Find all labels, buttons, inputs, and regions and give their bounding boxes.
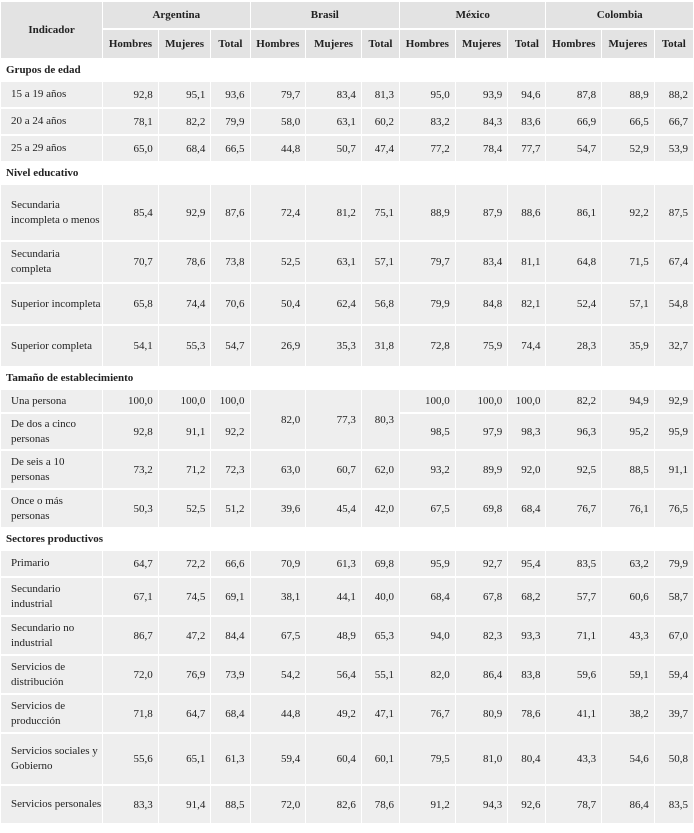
table-cell: 60,1 bbox=[362, 734, 399, 784]
table-cell: 100,0 bbox=[456, 390, 508, 412]
table-cell: 69,8 bbox=[456, 490, 508, 527]
table-cell: 79,7 bbox=[251, 82, 306, 107]
country-header-colombia: Colombia bbox=[546, 2, 693, 28]
table-cell: 98,5 bbox=[400, 414, 455, 449]
table-cell: 43,3 bbox=[602, 617, 654, 654]
table-cell: 60,6 bbox=[602, 578, 654, 615]
table-cell: 41,1 bbox=[546, 695, 601, 732]
table-cell: 83,4 bbox=[306, 82, 361, 107]
table-cell: 66,5 bbox=[211, 136, 249, 161]
table-row bbox=[1, 551, 693, 576]
row-label: Primario bbox=[1, 551, 102, 576]
table-cell: 93,6 bbox=[211, 82, 249, 107]
table-cell: 80,3 bbox=[362, 390, 399, 449]
row-label: Secundario industrial bbox=[1, 578, 102, 615]
table-cell: 43,3 bbox=[546, 734, 601, 784]
table-cell: 72,4 bbox=[251, 185, 306, 240]
table-cell: 67,5 bbox=[400, 490, 455, 527]
table-cell: 95,0 bbox=[400, 82, 455, 107]
table-cell: 78,6 bbox=[362, 786, 399, 823]
table-cell: 57,7 bbox=[546, 578, 601, 615]
table-cell: 52,4 bbox=[546, 284, 601, 324]
table-cell: 71,1 bbox=[546, 617, 601, 654]
table-cell: 69,8 bbox=[362, 551, 399, 576]
table-row bbox=[1, 242, 693, 282]
table-cell: 73,2 bbox=[103, 451, 158, 488]
table-cell: 44,8 bbox=[251, 136, 306, 161]
subheader-hombres: Hombres bbox=[400, 30, 455, 58]
table-cell: 61,3 bbox=[211, 734, 249, 784]
table-cell: 26,9 bbox=[251, 326, 306, 366]
table-row bbox=[1, 451, 693, 488]
table-cell: 96,3 bbox=[546, 414, 601, 449]
table-row bbox=[1, 390, 693, 412]
table-cell: 87,9 bbox=[456, 185, 508, 240]
table-cell: 54,7 bbox=[546, 136, 601, 161]
table-cell: 85,4 bbox=[103, 185, 158, 240]
table-cell: 38,1 bbox=[251, 578, 306, 615]
table-cell: 79,5 bbox=[400, 734, 455, 784]
table-cell: 92,0 bbox=[508, 451, 545, 488]
table-cell: 95,9 bbox=[400, 551, 455, 576]
table-row bbox=[1, 490, 693, 527]
table-cell: 82,3 bbox=[456, 617, 508, 654]
table-cell: 56,8 bbox=[362, 284, 399, 324]
table-cell: 60,7 bbox=[306, 451, 361, 488]
table-cell: 82,2 bbox=[546, 390, 601, 412]
section-title: Nivel educativo bbox=[1, 163, 693, 183]
table-cell: 77,3 bbox=[306, 390, 361, 449]
table-cell: 93,9 bbox=[456, 82, 508, 107]
table-row bbox=[1, 734, 693, 784]
table-cell: 57,1 bbox=[602, 284, 654, 324]
table-row bbox=[1, 695, 693, 732]
table-cell: 95,4 bbox=[508, 551, 545, 576]
table-cell: 65,1 bbox=[159, 734, 211, 784]
table-cell: 75,1 bbox=[362, 185, 399, 240]
table-cell: 95,2 bbox=[602, 414, 654, 449]
table-cell: 94,9 bbox=[602, 390, 654, 412]
table-cell: 76,9 bbox=[159, 656, 211, 693]
table-cell: 61,3 bbox=[306, 551, 361, 576]
table-row bbox=[1, 617, 693, 654]
table-cell: 64,7 bbox=[103, 551, 158, 576]
table-cell: 44,8 bbox=[251, 695, 306, 732]
table-body bbox=[1, 60, 693, 823]
table-cell: 55,3 bbox=[159, 326, 211, 366]
row-label: De seis a 10 personas bbox=[1, 451, 102, 488]
table-cell: 50,3 bbox=[103, 490, 158, 527]
row-label: 15 a 19 años bbox=[1, 82, 102, 107]
table-cell: 42,0 bbox=[362, 490, 399, 527]
table-cell: 100,0 bbox=[103, 390, 158, 412]
table-cell: 54,1 bbox=[103, 326, 158, 366]
subheader-mujeres: Mujeres bbox=[456, 30, 508, 58]
row-label: Servicios de producción bbox=[1, 695, 102, 732]
table-row bbox=[1, 284, 693, 324]
table-cell: 54,8 bbox=[655, 284, 693, 324]
table-cell: 67,0 bbox=[655, 617, 693, 654]
table-cell: 71,2 bbox=[159, 451, 211, 488]
table-cell: 83,5 bbox=[655, 786, 693, 823]
table-cell: 67,8 bbox=[456, 578, 508, 615]
table-cell: 94,0 bbox=[400, 617, 455, 654]
row-label: 20 a 24 años bbox=[1, 109, 102, 134]
table-cell: 83,2 bbox=[400, 109, 455, 134]
table-cell: 100,0 bbox=[508, 390, 545, 412]
table-cell: 86,4 bbox=[602, 786, 654, 823]
table-cell: 70,7 bbox=[103, 242, 158, 282]
table-cell: 92,8 bbox=[103, 82, 158, 107]
row-label: Secundaria incompleta o menos bbox=[1, 185, 102, 240]
table-cell: 84,4 bbox=[211, 617, 249, 654]
row-label: Una persona bbox=[1, 390, 102, 412]
table-cell: 45,4 bbox=[306, 490, 361, 527]
table-cell: 84,3 bbox=[456, 109, 508, 134]
table-cell: 59,6 bbox=[546, 656, 601, 693]
table-cell: 82,2 bbox=[159, 109, 211, 134]
table-cell: 68,4 bbox=[159, 136, 211, 161]
table-cell: 79,7 bbox=[400, 242, 455, 282]
table-cell: 73,9 bbox=[211, 656, 249, 693]
table-cell: 92,9 bbox=[655, 390, 693, 412]
table-cell: 88,9 bbox=[400, 185, 455, 240]
table-cell: 67,4 bbox=[655, 242, 693, 282]
table-cell: 65,3 bbox=[362, 617, 399, 654]
table-cell: 60,2 bbox=[362, 109, 399, 134]
table-cell: 81,1 bbox=[508, 242, 545, 282]
table-cell: 66,5 bbox=[602, 109, 654, 134]
table-cell: 72,0 bbox=[251, 786, 306, 823]
table-cell: 67,1 bbox=[103, 578, 158, 615]
table-cell: 83,4 bbox=[456, 242, 508, 282]
table-cell: 82,1 bbox=[508, 284, 545, 324]
table-cell: 72,0 bbox=[103, 656, 158, 693]
table-cell: 52,9 bbox=[602, 136, 654, 161]
table-cell: 79,9 bbox=[655, 551, 693, 576]
table-cell: 50,4 bbox=[251, 284, 306, 324]
table-cell: 83,3 bbox=[103, 786, 158, 823]
table-cell: 87,6 bbox=[211, 185, 249, 240]
subheader-total: Total bbox=[211, 30, 249, 58]
table-cell: 51,2 bbox=[211, 490, 249, 527]
table-cell: 92,5 bbox=[546, 451, 601, 488]
table-cell: 74,4 bbox=[159, 284, 211, 324]
table-cell: 88,5 bbox=[602, 451, 654, 488]
table-cell: 35,9 bbox=[602, 326, 654, 366]
table-cell: 63,0 bbox=[251, 451, 306, 488]
table-cell: 47,1 bbox=[362, 695, 399, 732]
table-cell: 88,5 bbox=[211, 786, 249, 823]
table-cell: 35,3 bbox=[306, 326, 361, 366]
table-cell: 60,4 bbox=[306, 734, 361, 784]
table-cell: 92,8 bbox=[103, 414, 158, 449]
table-cell: 39,6 bbox=[251, 490, 306, 527]
table-cell: 65,0 bbox=[103, 136, 158, 161]
table-cell: 31,8 bbox=[362, 326, 399, 366]
table-cell: 47,2 bbox=[159, 617, 211, 654]
table-cell: 80,9 bbox=[456, 695, 508, 732]
row-label: Secundaria completa bbox=[1, 242, 102, 282]
subheader-total: Total bbox=[655, 30, 693, 58]
table-cell: 63,1 bbox=[306, 242, 361, 282]
table-cell: 86,7 bbox=[103, 617, 158, 654]
subheader-mujeres: Mujeres bbox=[306, 30, 361, 58]
table-cell: 44,1 bbox=[306, 578, 361, 615]
table-cell: 72,3 bbox=[211, 451, 249, 488]
table-cell: 54,6 bbox=[602, 734, 654, 784]
table-cell: 91,2 bbox=[400, 786, 455, 823]
table-cell: 78,6 bbox=[159, 242, 211, 282]
subheader-total: Total bbox=[508, 30, 545, 58]
table-cell: 66,9 bbox=[546, 109, 601, 134]
table-cell: 93,3 bbox=[508, 617, 545, 654]
table-cell: 59,4 bbox=[251, 734, 306, 784]
table-cell: 59,4 bbox=[655, 656, 693, 693]
table-cell: 88,2 bbox=[655, 82, 693, 107]
section-title: Sectores productivos bbox=[1, 529, 693, 549]
table-cell: 91,1 bbox=[159, 414, 211, 449]
table-cell: 72,2 bbox=[159, 551, 211, 576]
table-cell: 52,5 bbox=[159, 490, 211, 527]
subheader-hombres: Hombres bbox=[251, 30, 306, 58]
row-label: 25 a 29 años bbox=[1, 136, 102, 161]
table-cell: 71,5 bbox=[602, 242, 654, 282]
table-cell: 78,6 bbox=[508, 695, 545, 732]
table-cell: 79,9 bbox=[400, 284, 455, 324]
table-cell: 92,7 bbox=[456, 551, 508, 576]
table-cell: 65,8 bbox=[103, 284, 158, 324]
table-cell: 92,6 bbox=[508, 786, 545, 823]
table-cell: 88,6 bbox=[508, 185, 545, 240]
row-label: Superior completa bbox=[1, 326, 102, 366]
table-cell: 70,9 bbox=[251, 551, 306, 576]
table-row bbox=[1, 578, 693, 615]
table-cell: 82,0 bbox=[400, 656, 455, 693]
table-cell: 77,7 bbox=[508, 136, 545, 161]
table-row bbox=[1, 82, 693, 107]
table-cell: 94,6 bbox=[508, 82, 545, 107]
row-label: Servicios sociales y Gobierno bbox=[1, 734, 102, 784]
table-cell: 63,2 bbox=[602, 551, 654, 576]
table-row bbox=[1, 786, 693, 823]
table-cell: 75,9 bbox=[456, 326, 508, 366]
table-cell: 100,0 bbox=[159, 390, 211, 412]
table-cell: 59,1 bbox=[602, 656, 654, 693]
table-cell: 58,7 bbox=[655, 578, 693, 615]
table-cell: 76,7 bbox=[400, 695, 455, 732]
table-cell: 80,4 bbox=[508, 734, 545, 784]
table-cell: 78,7 bbox=[546, 786, 601, 823]
table-cell: 54,2 bbox=[251, 656, 306, 693]
row-label: Servicios personales bbox=[1, 786, 102, 823]
table-cell: 79,9 bbox=[211, 109, 249, 134]
subheader-mujeres: Mujeres bbox=[159, 30, 211, 58]
table-cell: 71,8 bbox=[103, 695, 158, 732]
table-cell: 64,7 bbox=[159, 695, 211, 732]
table-cell: 55,6 bbox=[103, 734, 158, 784]
table-cell: 82,6 bbox=[306, 786, 361, 823]
subheader-total: Total bbox=[362, 30, 399, 58]
table-cell: 54,7 bbox=[211, 326, 249, 366]
table-cell: 94,3 bbox=[456, 786, 508, 823]
table-cell: 68,2 bbox=[508, 578, 545, 615]
table-cell: 50,8 bbox=[655, 734, 693, 784]
table-cell: 72,8 bbox=[400, 326, 455, 366]
table-cell: 56,4 bbox=[306, 656, 361, 693]
section-title: Grupos de edad bbox=[1, 60, 693, 80]
table-cell: 38,2 bbox=[602, 695, 654, 732]
table-cell: 83,5 bbox=[546, 551, 601, 576]
table-cell: 87,8 bbox=[546, 82, 601, 107]
table-cell: 92,2 bbox=[211, 414, 249, 449]
table-cell: 39,7 bbox=[655, 695, 693, 732]
table-cell: 77,2 bbox=[400, 136, 455, 161]
table-row bbox=[1, 185, 693, 240]
table-cell: 64,8 bbox=[546, 242, 601, 282]
table-cell: 58,0 bbox=[251, 109, 306, 134]
table-cell: 92,9 bbox=[159, 185, 211, 240]
table-cell: 57,1 bbox=[362, 242, 399, 282]
subheader-hombres: Hombres bbox=[546, 30, 601, 58]
table-cell: 78,1 bbox=[103, 109, 158, 134]
section-title: Tamaño de establecimiento bbox=[1, 368, 693, 388]
table-cell: 87,5 bbox=[655, 185, 693, 240]
table-cell: 66,7 bbox=[655, 109, 693, 134]
table-cell: 49,2 bbox=[306, 695, 361, 732]
table-cell: 67,5 bbox=[251, 617, 306, 654]
table-row bbox=[1, 656, 693, 693]
table-cell: 91,1 bbox=[655, 451, 693, 488]
row-label: Secundario no industrial bbox=[1, 617, 102, 654]
table-cell: 68,4 bbox=[508, 490, 545, 527]
table-cell: 66,6 bbox=[211, 551, 249, 576]
table-cell: 91,4 bbox=[159, 786, 211, 823]
table-cell: 69,1 bbox=[211, 578, 249, 615]
indicator-header: Indicador bbox=[1, 2, 102, 58]
row-label: Once o más personas bbox=[1, 490, 102, 527]
table-cell: 62,0 bbox=[362, 451, 399, 488]
subheader-mujeres: Mujeres bbox=[602, 30, 654, 58]
row-label: De dos a cinco personas bbox=[1, 414, 102, 449]
table-row bbox=[1, 326, 693, 366]
table-cell: 50,7 bbox=[306, 136, 361, 161]
table-cell: 52,5 bbox=[251, 242, 306, 282]
table-cell: 100,0 bbox=[400, 390, 455, 412]
table-cell: 97,9 bbox=[456, 414, 508, 449]
table-cell: 100,0 bbox=[211, 390, 249, 412]
row-label: Superior incompleta bbox=[1, 284, 102, 324]
table-cell: 70,6 bbox=[211, 284, 249, 324]
table-cell: 95,1 bbox=[159, 82, 211, 107]
table-cell: 78,4 bbox=[456, 136, 508, 161]
table-cell: 76,5 bbox=[655, 490, 693, 527]
table-cell: 86,4 bbox=[456, 656, 508, 693]
table-cell: 83,8 bbox=[508, 656, 545, 693]
table-cell: 82,0 bbox=[251, 390, 306, 449]
country-header-mexico: México bbox=[400, 2, 545, 28]
subheader-hombres: Hombres bbox=[103, 30, 158, 58]
table-cell: 98,3 bbox=[508, 414, 545, 449]
table-cell: 81,0 bbox=[456, 734, 508, 784]
table-cell: 53,9 bbox=[655, 136, 693, 161]
table-cell: 81,2 bbox=[306, 185, 361, 240]
table-cell: 81,3 bbox=[362, 82, 399, 107]
table-cell: 32,7 bbox=[655, 326, 693, 366]
table-cell: 63,1 bbox=[306, 109, 361, 134]
row-label: Servicios de distribución bbox=[1, 656, 102, 693]
table-cell: 86,1 bbox=[546, 185, 601, 240]
table-row bbox=[1, 109, 693, 134]
table-cell: 68,4 bbox=[400, 578, 455, 615]
table-cell: 95,9 bbox=[655, 414, 693, 449]
table-cell: 76,7 bbox=[546, 490, 601, 527]
table-cell: 89,9 bbox=[456, 451, 508, 488]
table-cell: 40,0 bbox=[362, 578, 399, 615]
table-cell: 74,4 bbox=[508, 326, 545, 366]
table-cell: 74,5 bbox=[159, 578, 211, 615]
table-cell: 55,1 bbox=[362, 656, 399, 693]
table-cell: 84,8 bbox=[456, 284, 508, 324]
table-cell: 88,9 bbox=[602, 82, 654, 107]
table-cell: 62,4 bbox=[306, 284, 361, 324]
country-header-brasil: Brasil bbox=[251, 2, 400, 28]
table-cell: 48,9 bbox=[306, 617, 361, 654]
table-row bbox=[1, 136, 693, 161]
table-cell: 47,4 bbox=[362, 136, 399, 161]
table-cell: 83,6 bbox=[508, 109, 545, 134]
table-cell: 73,8 bbox=[211, 242, 249, 282]
table-cell: 28,3 bbox=[546, 326, 601, 366]
table-cell: 93,2 bbox=[400, 451, 455, 488]
table-cell: 76,1 bbox=[602, 490, 654, 527]
country-header-argentina: Argentina bbox=[103, 2, 249, 28]
table-cell: 68,4 bbox=[211, 695, 249, 732]
table-cell: 92,2 bbox=[602, 185, 654, 240]
